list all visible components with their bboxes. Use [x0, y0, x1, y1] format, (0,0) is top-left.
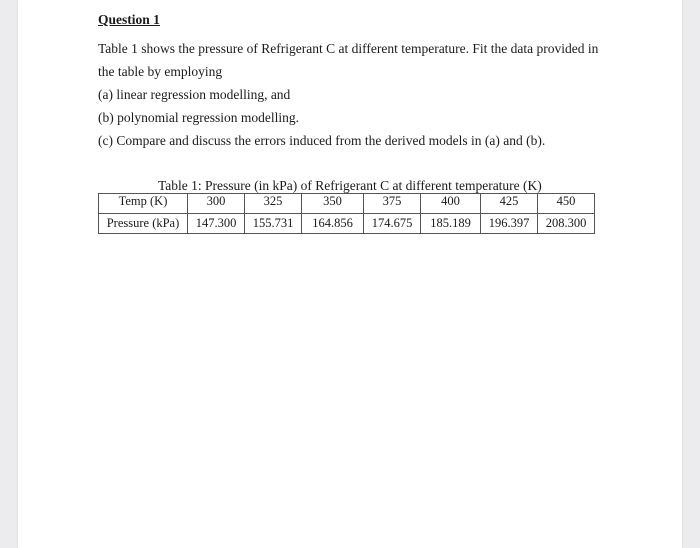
pressure-cell: 164.856	[302, 214, 364, 234]
temp-cell: 350	[302, 194, 364, 214]
temp-cell: 325	[245, 194, 302, 214]
intro-line-2: the table by employing	[98, 64, 223, 79]
pressure-cell: 185.189	[421, 214, 481, 234]
pressure-table	[98, 193, 595, 234]
temp-cell: 425	[481, 194, 538, 214]
question-title: Question 1	[98, 12, 160, 27]
pressure-label-cell: Pressure (kPa)	[99, 214, 188, 234]
pressure-cell: 208.300	[538, 214, 595, 234]
pressure-cell: 155.731	[245, 214, 302, 234]
part-c: (c) Compare and discuss the errors induced from the derived models in (a) and (b).	[98, 133, 546, 148]
pressure-cell: 196.397	[481, 214, 538, 234]
pressure-cell: 174.675	[364, 214, 421, 234]
table-caption: Table 1: Pressure (in kPa) of Refrigerant C at different temperature (K)	[158, 178, 542, 193]
pressure-cell: 147.300	[188, 214, 245, 234]
intro-line-1: Table 1 shows the pressure of Refrigerant C at different temperature. Fit the data provided in	[98, 41, 599, 56]
temp-cell: 375	[364, 194, 421, 214]
temp-label-cell: Temp (K)	[99, 194, 188, 214]
temp-cell: 450	[538, 194, 595, 214]
table-header-row	[99, 194, 595, 214]
document-page	[18, 0, 682, 548]
table-pressure-row	[99, 214, 595, 234]
part-b: (b) polynomial regression modelling.	[98, 110, 299, 125]
part-a: (a) linear regression modelling, and	[98, 87, 291, 102]
temp-cell: 400	[421, 194, 481, 214]
temp-cell: 300	[188, 194, 245, 214]
